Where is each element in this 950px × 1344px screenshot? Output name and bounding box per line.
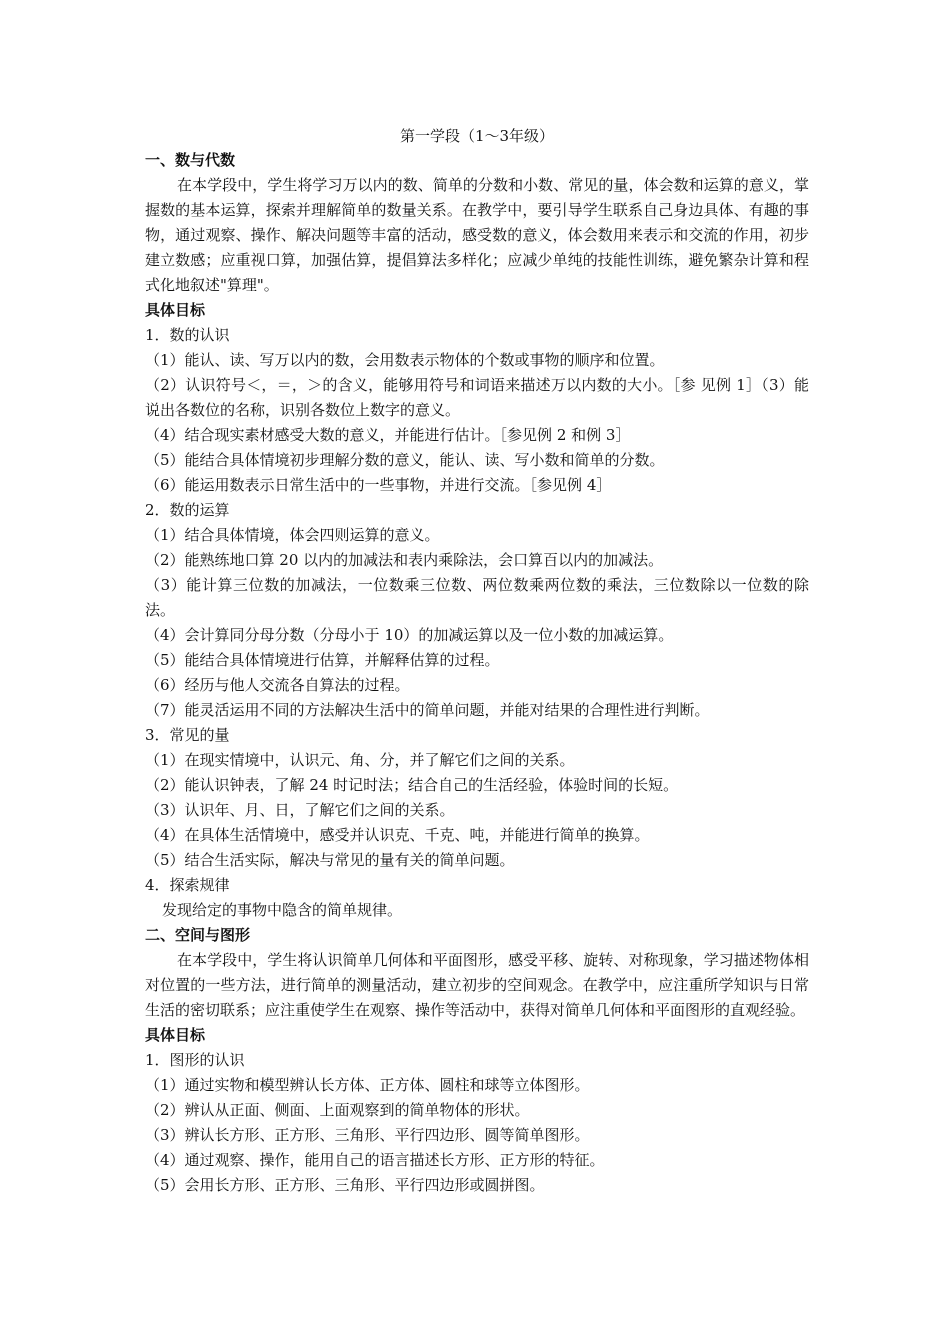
goal-item: （4）会计算同分母分数（分母小于 10）的加减运算以及一位小数的加减运算。 bbox=[145, 626, 674, 644]
goal-item: （1）通过实物和模型辨认长方体、正方体、圆柱和球等立体图形。 bbox=[145, 1076, 590, 1094]
goal-item: （1）在现实情境中，认识元、角、分，并了解它们之间的关系。 bbox=[145, 751, 575, 769]
goal-item: （3）辨认长方形、正方形、三角形、平行四边形、圆等简单图形。 bbox=[145, 1126, 590, 1144]
document-title: 第一学段（1～3年级） bbox=[399, 127, 555, 145]
topic-heading: 2．数的运算 bbox=[145, 501, 230, 519]
goal-item: （4）结合现实素材感受大数的意义，并能进行估计。［参见例 2 和例 3］ bbox=[145, 426, 631, 444]
goal-item: （3）能计算三位数的加减法，一位数乘三位数、两位数乘两位数的乘法，三位数除以一位数的除法。 bbox=[145, 576, 809, 619]
goal-item: （2）能认识钟表，了解 24 时记时法；结合自己的生活经验，体验时间的长短。 bbox=[145, 776, 679, 794]
goal-item: （2）认识符号＜，＝，＞的含义，能够用符号和词语来描述万以内数的大小。［参 见例 1］（3）能说出各数位的名称，识别各数位上数字的意义。 bbox=[145, 376, 809, 419]
goals-heading: 具体目标 bbox=[145, 301, 206, 319]
section-heading-space-shapes: 二、空间与图形 bbox=[145, 926, 251, 944]
topic-heading: 3．常见的量 bbox=[145, 726, 230, 744]
goal-item: （2）能熟练地口算 20 以内的加减法和表内乘除法，会口算百以内的加减法。 bbox=[145, 551, 664, 569]
goal-item: （4）在具体生活情境中，感受并认识克、千克、吨，并能进行简单的换算。 bbox=[145, 826, 650, 844]
goal-item: （3）认识年、月、日，了解它们之间的关系。 bbox=[145, 801, 455, 819]
section-heading-numbers-algebra: 一、数与代数 bbox=[145, 151, 236, 169]
goal-item: （2）辨认从正面、侧面、上面观察到的简单物体的形状。 bbox=[145, 1101, 530, 1119]
topic-heading: 4．探索规律 bbox=[145, 876, 230, 894]
goal-item: （1）结合具体情境，体会四则运算的意义。 bbox=[145, 526, 440, 544]
goal-item: 发现给定的事物中隐含的简单规律。 bbox=[162, 901, 403, 919]
goal-item: （6）能运用数表示日常生活中的一些事物，并进行交流。［参见例 4］ bbox=[145, 476, 612, 494]
goal-item: （1）能认、读、写万以内的数，会用数表示物体的个数或事物的顺序和位置。 bbox=[145, 351, 665, 369]
goal-item: （6）经历与他人交流各自算法的过程。 bbox=[145, 676, 410, 694]
goals-heading: 具体目标 bbox=[145, 1026, 206, 1044]
topic-heading: 1．图形的认识 bbox=[145, 1051, 245, 1069]
goal-item: （5）结合生活实际，解决与常见的量有关的简单问题。 bbox=[145, 851, 515, 869]
document-page bbox=[145, 124, 809, 1198]
goal-item: （4）通过观察、操作，能用自己的语言描述长方形、正方形的特征。 bbox=[145, 1151, 605, 1169]
goal-item: （7）能灵活运用不同的方法解决生活中的简单问题，并能对结果的合理性进行判断。 bbox=[145, 701, 710, 719]
goal-item: （5）能结合具体情境初步理解分数的意义，能认、读、写小数和简单的分数。 bbox=[145, 451, 665, 469]
section-intro-paragraph: 在本学段中，学生将认识简单几何体和平面图形，感受平移、旋转、对称现象，学习描述物体相对位置的一些方法，进行简单的测量活动，建立初步的空间观念。在教学中，应注重所学知识与日常生活的密切联系；应注重使学生在观察、操作等活动中，获得对简单几何体和平面图形的直观经验。 bbox=[145, 951, 809, 1019]
goal-item: （5）能结合具体情境进行估算，并解释估算的过程。 bbox=[145, 651, 500, 669]
section-intro-paragraph: 在本学段中，学生将学习万以内的数、简单的分数和小数、常见的量，体会数和运算的意义，掌握数的基本运算，探索并理解简单的数量关系。在教学中，要引导学生联系自己身边具体、有趣的事物，通过观察、操作、解决问题等丰富的活动，感受数的意义，体会数用来表示和交流的作用，初步建立数感；应重视口算，加强估算，提倡算法多样化；应减少单纯的技能性训练，避免繁杂计算和程式化地叙述"算理"。 bbox=[145, 176, 809, 294]
topic-heading: 1．数的认识 bbox=[145, 326, 230, 344]
goal-item: （5）会用长方形、正方形、三角形、平行四边形或圆拼图。 bbox=[145, 1176, 545, 1194]
